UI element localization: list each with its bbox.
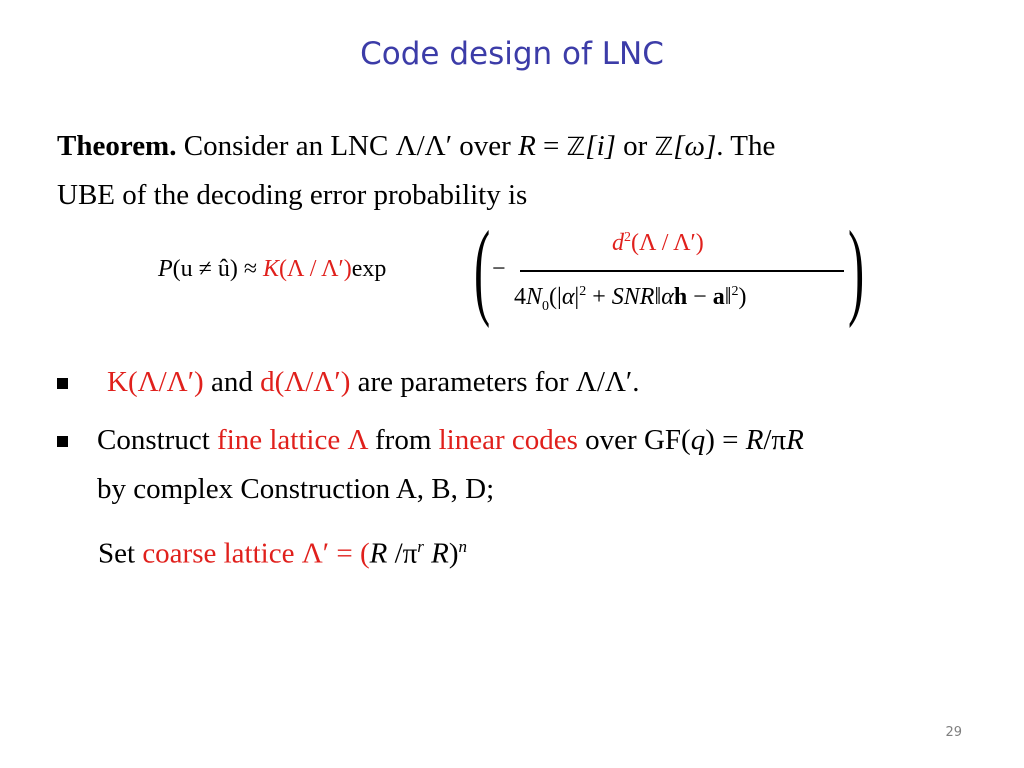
eisenstein-integers-symbol: ℤ bbox=[654, 132, 674, 161]
formula-lhs-args: (u ≠ û) ≈ bbox=[172, 256, 263, 282]
construct-R2: R bbox=[786, 424, 804, 456]
formula-lhs bbox=[158, 256, 386, 283]
or-word: or bbox=[615, 130, 655, 162]
gaussian-integers-symbol: ℤ bbox=[566, 132, 586, 161]
theorem-line1-pre: Consider an LNC bbox=[176, 130, 396, 162]
equals-sign: = bbox=[535, 130, 567, 162]
set-slash-pi: /π bbox=[387, 537, 418, 570]
ring-variable: R bbox=[518, 130, 536, 162]
formula-right-paren: ) bbox=[848, 210, 865, 329]
den-alpha2: α bbox=[661, 284, 674, 310]
ring1-arg: [i] bbox=[585, 130, 616, 162]
error-probability-formula bbox=[158, 210, 878, 329]
param-d: d(Λ/Λ′) bbox=[260, 366, 351, 398]
lattice-pair: Λ/Λ′ bbox=[395, 130, 453, 162]
set-close: ) bbox=[448, 537, 459, 570]
num-d: d bbox=[612, 230, 624, 256]
den-minus: − bbox=[687, 284, 713, 310]
den-norm-open: ‖ bbox=[654, 284, 662, 310]
den-h: h bbox=[673, 284, 688, 310]
formula-numerator bbox=[612, 230, 704, 257]
theorem-text bbox=[57, 122, 957, 220]
formula-exp: exp bbox=[351, 256, 387, 282]
construct-slash-pi: /π bbox=[763, 424, 787, 456]
param-K: K(Λ/Λ′) bbox=[107, 366, 204, 398]
den-sup1: 2 bbox=[579, 284, 587, 299]
construct-R1: R bbox=[745, 424, 764, 456]
den-norm-close: ‖ bbox=[724, 284, 732, 310]
theorem-label: Theorem. bbox=[57, 130, 177, 162]
den-plus: + bbox=[586, 284, 612, 310]
set-R1: R bbox=[369, 537, 388, 570]
formula-left-paren: ( bbox=[474, 210, 491, 329]
den-close: ) bbox=[738, 284, 747, 310]
den-4: 4 bbox=[514, 284, 526, 310]
set-word: Set bbox=[98, 537, 143, 570]
den-snr: SNR bbox=[611, 284, 655, 310]
coarse-lattice: coarse lattice Λ′ bbox=[142, 537, 330, 570]
formula-minus: − bbox=[492, 256, 506, 282]
construct-gf: over GF( bbox=[577, 424, 691, 456]
set-R2: R bbox=[423, 537, 449, 570]
den-open: (| bbox=[549, 284, 562, 310]
theorem-line-2: UBE of the decoding error probability is bbox=[57, 179, 528, 211]
num-sup: 2 bbox=[624, 230, 631, 245]
set-coarse-lattice bbox=[98, 522, 467, 579]
param-rest: are parameters for Λ/Λ′. bbox=[350, 366, 640, 398]
construct-eq: ) = bbox=[705, 424, 746, 456]
bullet-square-icon bbox=[57, 378, 68, 389]
set-eq: = ( bbox=[329, 537, 370, 570]
set-sup-r: r bbox=[417, 537, 424, 556]
ring2-arg: [ω] bbox=[673, 130, 717, 162]
theorem-over: over bbox=[452, 130, 519, 162]
bullet-parameters-text bbox=[107, 358, 640, 407]
theorem-line1-end: . The bbox=[716, 130, 776, 162]
den-a: a bbox=[712, 284, 725, 310]
bullet-construct-text bbox=[97, 416, 804, 465]
formula-denominator bbox=[514, 284, 746, 315]
page-number: 29 bbox=[945, 725, 962, 740]
den-abs-close: | bbox=[574, 284, 580, 310]
construct-pre: Construct bbox=[97, 424, 218, 456]
bullet-construct-line2: by complex Construction A, B, D; bbox=[97, 473, 495, 505]
den-N: N bbox=[526, 284, 543, 310]
den-alpha: α bbox=[561, 284, 575, 310]
set-sup-n: n bbox=[458, 537, 468, 556]
param-and: and bbox=[203, 366, 261, 398]
formula-P: P bbox=[158, 256, 173, 282]
den-sup2: 2 bbox=[731, 284, 739, 299]
formula-K-args: (Λ / Λ′) bbox=[279, 256, 352, 282]
bullet-square-icon bbox=[57, 436, 68, 447]
fine-lattice: fine lattice Λ bbox=[217, 424, 368, 456]
construct-q: q bbox=[690, 424, 706, 456]
fraction-bar bbox=[520, 270, 844, 272]
theorem-line-1 bbox=[57, 122, 957, 171]
den-sub: 0 bbox=[542, 298, 550, 314]
slide-title: Code design of LNC bbox=[360, 36, 664, 72]
num-args: (Λ / Λ′) bbox=[631, 230, 704, 256]
formula-K: K bbox=[263, 256, 280, 282]
linear-codes: linear codes bbox=[438, 424, 578, 456]
construct-from: from bbox=[367, 424, 439, 456]
